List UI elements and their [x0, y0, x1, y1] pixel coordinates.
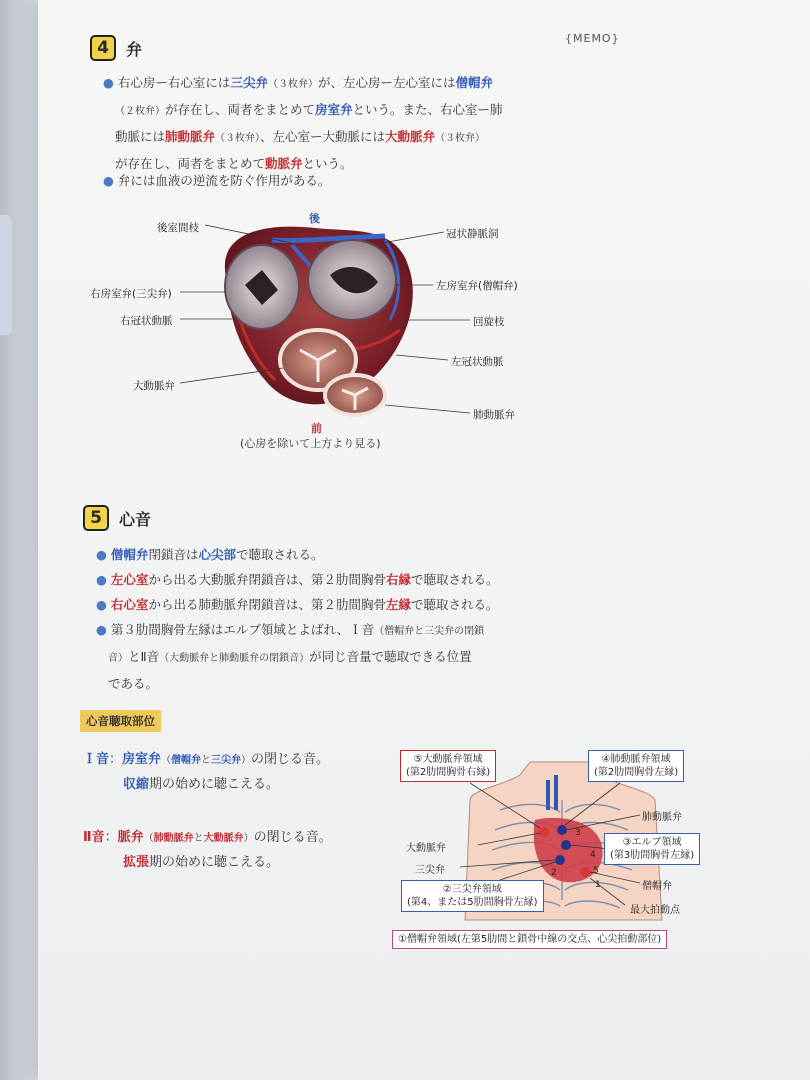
chest-label-mitral-valve: 僧帽弁: [642, 881, 672, 892]
bullet-dot-icon: ●: [103, 173, 114, 188]
first-sound-line1: Ｉ音：房室弁（僧帽弁と三尖弁）の閉じる音。: [83, 752, 330, 767]
sec4-b1-line4: が存在し、両者をまとめて動脈弁という。: [115, 156, 353, 171]
auscultation-tag: 心音聴取部位: [80, 710, 161, 732]
second-sound-line1: Ⅱ音：脈弁（肺動脈弁と大動脈弁）の閉じる音。: [83, 830, 332, 845]
label-right-coronary: 右冠状動脈: [120, 315, 173, 327]
chest-label-apex: 最大拍動点: [630, 905, 680, 916]
bullet-dot-icon: ●: [96, 572, 107, 587]
first-sound-line2: 収縮期の始めに聴こえる。: [123, 777, 280, 792]
chest-num-2: 2: [551, 868, 557, 878]
sec4-bullet-2: ● 弁には血液の逆流を防ぐ作用がある。: [103, 173, 331, 188]
sec5-bullet-3: ● 右心室から出る肺動脈弁閉鎖音は、第２肋間胸骨左縁で聴取される。: [96, 597, 499, 612]
sec4-b1-line1: ● 右心房ー右心室には三尖弁（３枚弁）が、左心房ー左心室には僧帽弁: [103, 75, 493, 90]
tricuspid-area-dot: [555, 855, 565, 865]
sec5-bullet-1: ● 僧帽弁閉鎖音は心尖部で聴取される。: [96, 547, 324, 562]
label-tricuspid: 右房室弁(三尖弁): [90, 288, 172, 300]
chest-num-1: 1: [595, 880, 601, 890]
label-circumflex: 回旋枝: [473, 316, 505, 328]
aortic-area-box: ⑤大動脈弁領域 (第2肋間胸骨右縁): [400, 750, 496, 782]
aortic-area-dot: [539, 827, 549, 837]
memo-label: {MEMO}: [565, 32, 620, 45]
sec4-b1-line2: （２枚弁）が存在し、両者をまとめて房室弁という。また、右心室ー肺: [115, 102, 503, 117]
sec4-b1-line3: 動脈には肺動脈弁（３枚弁）、左心室ー大動脈には大動脈弁（３枚弁）: [115, 129, 486, 144]
valve-caption: (心房を除いて上方より見る): [240, 437, 381, 450]
sec5-bullet-2: ● 左心室から出る大動脈弁閉鎖音は、第２肋間胸骨右縁で聴取される。: [96, 572, 499, 587]
sec5-bullet-4-line2: 音）とⅡ音（大動脈弁と肺動脈弁の閉鎖音）が同じ音量で聴取できる位置: [108, 649, 472, 664]
label-pulmonary-valve: 肺動脈弁: [473, 409, 515, 421]
second-sound-line2: 拡張期の始めに聴こえる。: [123, 855, 280, 870]
label-back: 後: [309, 212, 320, 225]
tricuspid-area-box: ②三尖弁領域 (第4、または5肋間胸骨左縁): [401, 880, 544, 912]
bullet-dot-icon: ●: [96, 622, 107, 637]
label-mitral: 左房室弁(僧帽弁): [436, 280, 518, 292]
chest-num-4: 4: [590, 850, 596, 860]
section-4-title: 弁: [126, 39, 143, 59]
pulmonary-area-box: ④肺動脈弁領域 (第2肋間胸骨左縁): [588, 750, 684, 782]
erb-area-dot: [561, 840, 571, 850]
sec5-bullet-4-line1: ● 第３肋間胸骨左縁はエルブ領域とよばれ、Ｉ音（僧帽弁と三尖弁の閉鎖: [96, 622, 485, 637]
chest-label-tricuspid-valve: 三尖弁: [415, 865, 445, 876]
sec5-bullet-4-line3: である。: [108, 676, 159, 691]
label-posterior-interventricular: 後室間枝: [157, 222, 199, 234]
mitral-area-dot: [580, 867, 590, 877]
bullet-dot-icon: ●: [96, 547, 107, 562]
mitral-area-box: ①僧帽弁領域(左第5肋間と鎖骨中線の交点、心尖拍動部位): [392, 930, 667, 949]
label-aortic-valve: 大動脈弁: [133, 380, 175, 392]
chest-num-5: 5: [593, 866, 599, 876]
chest-num-3: 3: [575, 828, 581, 838]
label-front: 前: [311, 422, 322, 435]
erb-area-box: ③エルブ領域 (第3肋間胸骨左縁): [604, 833, 700, 865]
section-5-number: 5: [83, 505, 109, 531]
label-left-coronary: 左冠状動脈: [451, 356, 504, 368]
label-coronary-sinus: 冠状静脈洞: [446, 228, 499, 240]
chest-label-aortic-valve: 大動脈弁: [406, 843, 446, 854]
bullet-dot-icon: ●: [103, 75, 114, 90]
bullet-dot-icon: ●: [96, 597, 107, 612]
section-4-number: 4: [90, 35, 116, 61]
pulmonary-area-dot: [557, 825, 567, 835]
chest-label-pulmonary-valve: 肺動脈弁: [642, 812, 682, 823]
section-5-title: 心音: [119, 509, 152, 529]
